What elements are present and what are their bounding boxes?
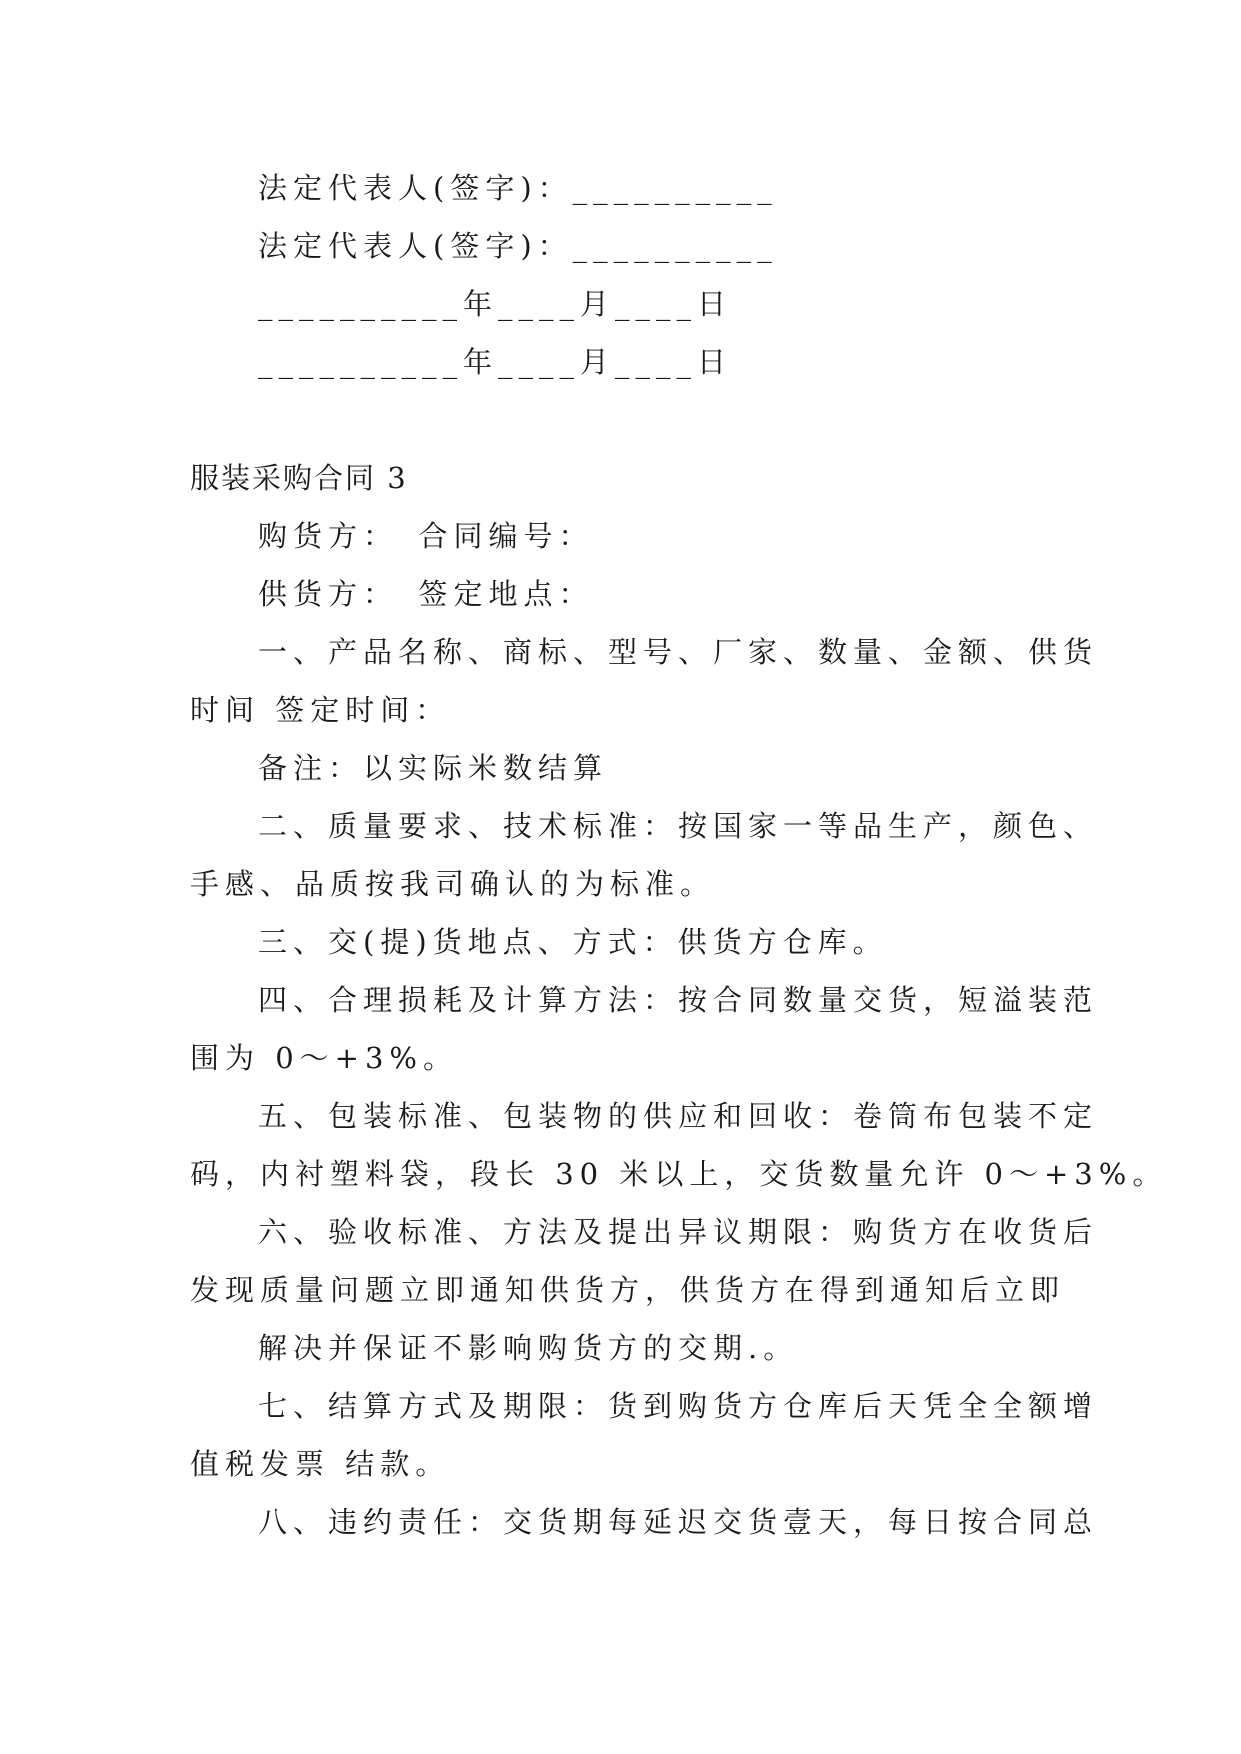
clause-line: 值税发票 结款。 — [190, 1447, 451, 1481]
clause-line: 二、质量要求、技术标准：按国家一等品生产，颜色、 — [258, 809, 1099, 843]
buyer-line: 购货方： 合同编号： — [258, 519, 594, 553]
clause-line: 一、产品名称、商标、型号、厂家、数量、金额、供货 — [258, 635, 1099, 669]
contract-title: 服装采购合同 3 — [190, 461, 408, 495]
clause-line: 七、结算方式及期限：货到购货方仓库后天凭全全额增 — [258, 1389, 1099, 1423]
clause-line: 围为 0～+3%。 — [190, 1041, 458, 1075]
clause-line: 解决并保证不影响购货方的交期.。 — [258, 1331, 799, 1365]
clause-line: 时间 签定时间： — [190, 693, 451, 727]
legal-rep-signature-line: 法定代表人(签字)：__________ — [258, 171, 778, 205]
signature-date-line: __________年____月____日 — [258, 287, 733, 321]
clause-line: 八、违约责任：交货期每延迟交货壹天，每日按合同总 — [258, 1505, 1099, 1539]
signature-date-line: __________年____月____日 — [258, 345, 733, 379]
clause-line: 发现质量问题立即通知供货方，供货方在得到通知后立即 — [190, 1273, 1066, 1307]
clause-line: 四、合理损耗及计算方法：按合同数量交货，短溢装范 — [258, 983, 1099, 1017]
clause-line: 六、验收标准、方法及提出异议期限：购货方在收货后 — [258, 1215, 1099, 1249]
clause-line: 码，内衬塑料袋，段长 30 米以上，交货数量允许 0～+3%。 — [190, 1157, 1168, 1191]
clause-line: 备注：以实际米数结算 — [258, 751, 609, 785]
legal-rep-signature-line: 法定代表人(签字)：__________ — [258, 229, 778, 263]
clause-line: 手感、品质按我司确认的为标准。 — [190, 867, 716, 901]
clause-line: 三、交(提)货地点、方式：供货方仓库。 — [258, 925, 888, 959]
clause-line: 五、包装标准、包装物的供应和回收：卷筒布包装不定 — [258, 1099, 1099, 1133]
supplier-line: 供货方： 签定地点： — [258, 577, 594, 611]
